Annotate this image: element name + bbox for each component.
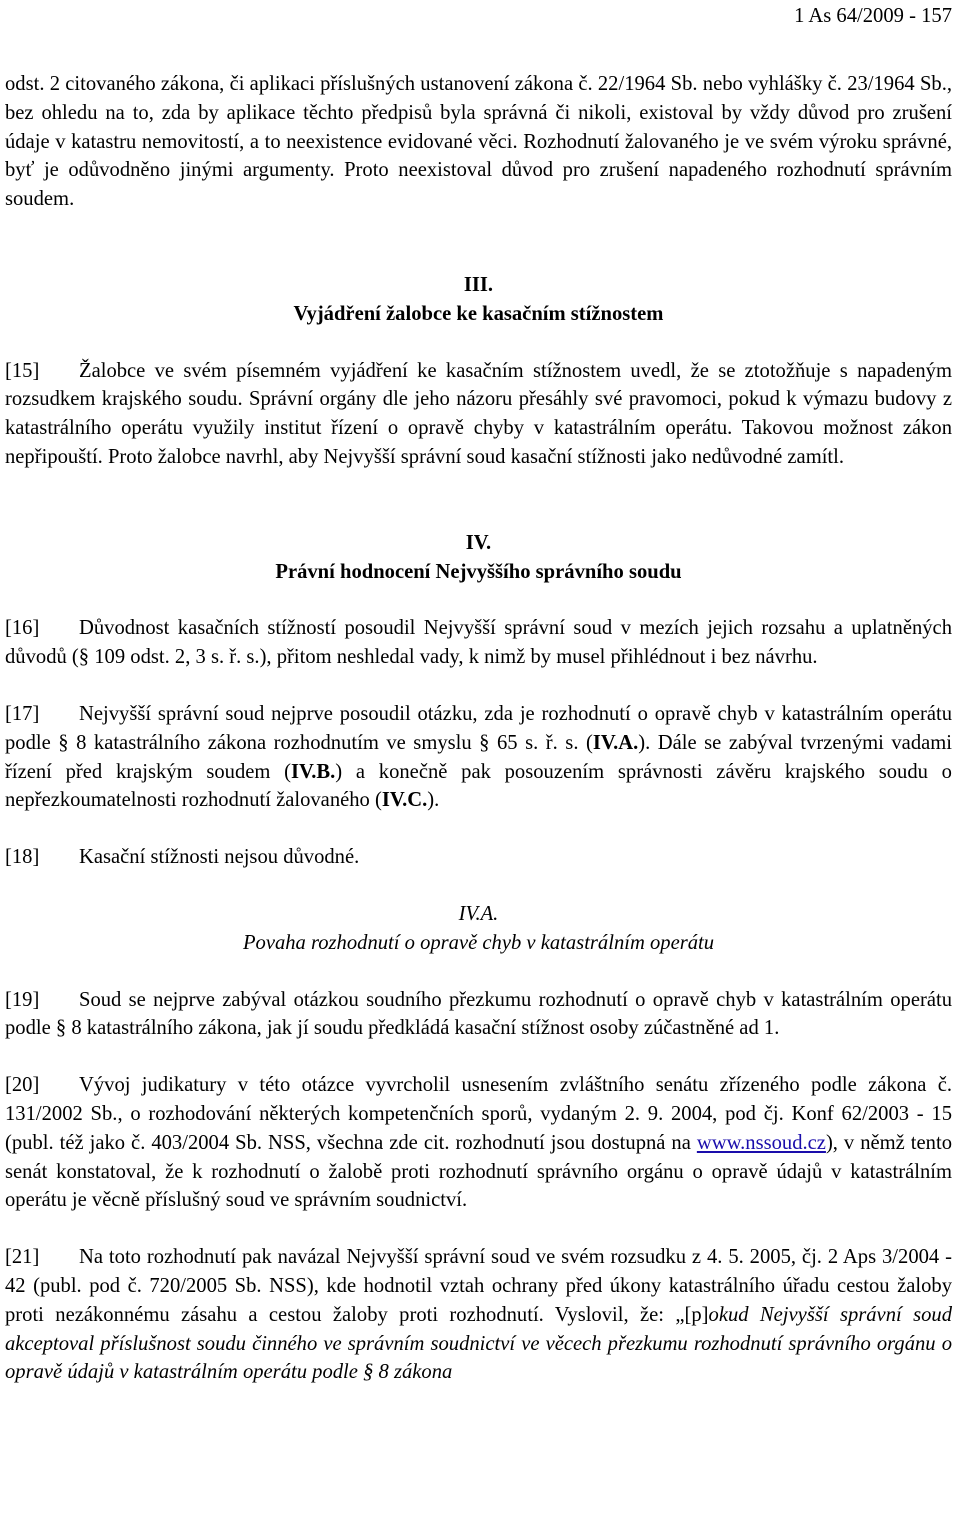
paragraph-number: [15] [5,359,40,382]
paragraph-number: [20] [5,1074,40,1097]
paragraph-text: ), v němž tento senát konstatoval, že k rozhodnutí o žalobě proti rozhodnutí správního orgánu o opravě údajů v katastrálním operátu je věcně příslušný soud ve správním soudnictví. [5,1131,952,1212]
nssoud-link[interactable]: www.nssoud.cz [696,1131,826,1154]
section-ref-iva: IV.A. [592,731,639,754]
subsection-title-iva: Povaha rozhodnutí o opravě chyb v katastrálním operátu [242,931,715,954]
paragraph-text: ) a konečně pak posouzením správnosti závěru krajského soudu o nepřezkoumatelnosti rozhodnutí žalovaného ( [5,760,952,812]
paragraph-text: Soud se nejprve zabýval otázkou soudního přezkumu rozhodnutí o opravě chyb v katastrálním operátu podle § 8 katastrálního zákona, jak jí soudu předkládá kasační stížnost osoby zúčastněné ad 1. [5,988,952,1040]
paragraph-21 [5,1243,952,1387]
intro-paragraph: odst. 2 citovaného zákona, či aplikaci příslušných ustanovení zákona č. 22/1964 Sb. nebo vyhlášky č. 23/1964 Sb., bez ohledu na to, zda by aplikace těchto předpisů byla správná či nikoli, existoval by vždy důvod pro zrušení údaje v katastru nemovitostí, a to neexistence evidované věci. Rozhodnutí žalovaného je ve svém výroku správné, byť je odůvodněno jinými argumenty. Proto neexistoval důvod pro zrušení napadeného rozhodnutí správním soudem. [5,73,952,211]
paragraph-text: ). [427,789,440,812]
section-ref-ivb: IV.B. [291,760,336,783]
paragraph-text: Na toto rozhodnutí pak navázal Nejvyšší správní soud ve svém rozsudku z 4. 5. 2005, čj. 2 Aps 3/2004 - 42 (publ. pod č. 720/2005 Sb. NSS), kde hodnotil vztah ochrany před úkony katastrálního úřadu cestou žaloby proti nezákonnému zásahu a cestou žaloby proti rozhodnutí. Vyslovil, že: „[p] [5,1246,952,1326]
paragraph-15 [5,357,952,472]
subsection-number-iva: IV.A. [458,902,499,925]
paragraph-number: [19] [5,988,40,1011]
paragraph-16 [5,614,952,672]
paragraph-18 [5,843,952,872]
paragraph-17 [5,700,952,815]
paragraph-19 [5,986,952,1044]
section-number-iii: III. [463,273,494,296]
quotation-italic: okud Nejvyšší správní soud akceptoval příslušnost soudu činného ve správním soudnictví ve věcech přezkumu rozhodnutí správního orgánu o opravě údajů v katastrálním operátu podle § 8 zákona [5,1303,952,1384]
paragraph-number: [16] [5,617,40,640]
paragraph-text: Nejvyšší správní soud nejprve posoudil otázku, zda je rozhodnutí o opravě chyb v katastrálním operátu podle § 8 katastrálního zákona rozhodnutím ve smyslu § 65 s. ř. s. ( [5,702,952,754]
case-number-header: 1 As 64/2009 - 157 [794,5,952,27]
section-title-iv: Právní hodnocení Nejvyššího správního soudu [275,560,682,583]
paragraph-text: Vývoj judikatury v této otázce vyvrcholil usnesením zvláštního senátu zřízeného podle zákona č. 131/2002 Sb., o rozhodování některých kompetenčních sporů, vydaným 2. 9. 2004, pod čj. Konf 62/2003 - 15 (publ. též jako č. 403/2004 Sb. NSS, všechna zde cit. rozhodnutí jsou dostupná na [5,1074,952,1154]
paragraph-text: Kasační stížnosti nejsou důvodné. [79,846,360,869]
paragraph-text: ). Dále se zabýval tvrzenými vadami řízení před krajským soudem ( [5,731,952,783]
paragraph-text: Žalobce ve svém písemném vyjádření ke kasačním stížnostem uvedl, že se ztotožňuje s napadeným rozsudkem krajského soudu. Správní orgány dle jeho názoru přesáhly své pravomoci, pokud k výmazu budovy z katastrálního operátu využily institut řízení o opravě chyby v katastrálním operátu. Takovou možnost zákon nepřipouští. Proto žalobce navrhl, aby Nejvyšší správní soud kasační stížnosti jako nedůvodné zamítl. [5,359,952,468]
section-title-iii: Vyjádření žalobce ke kasačním stížnostem [293,302,664,325]
paragraph-number: [21] [5,1246,40,1269]
section-number-iv: IV. [465,531,492,554]
paragraph-number: [18] [5,846,40,869]
paragraph-20 [5,1071,952,1215]
section-ref-ivc: IV.C. [381,789,428,812]
paragraph-text: Důvodnost kasačních stížností posoudil Nejvyšší správní soud v mezích jejich rozsahu a uplatněných důvodů (§ 109 odst. 2, 3 s. ř. s.), přitom neshledal vady, k nimž by musel přihlédnout i bez návrhu. [5,617,952,669]
paragraph-number: [17] [5,702,40,725]
document-body [5,70,952,1387]
